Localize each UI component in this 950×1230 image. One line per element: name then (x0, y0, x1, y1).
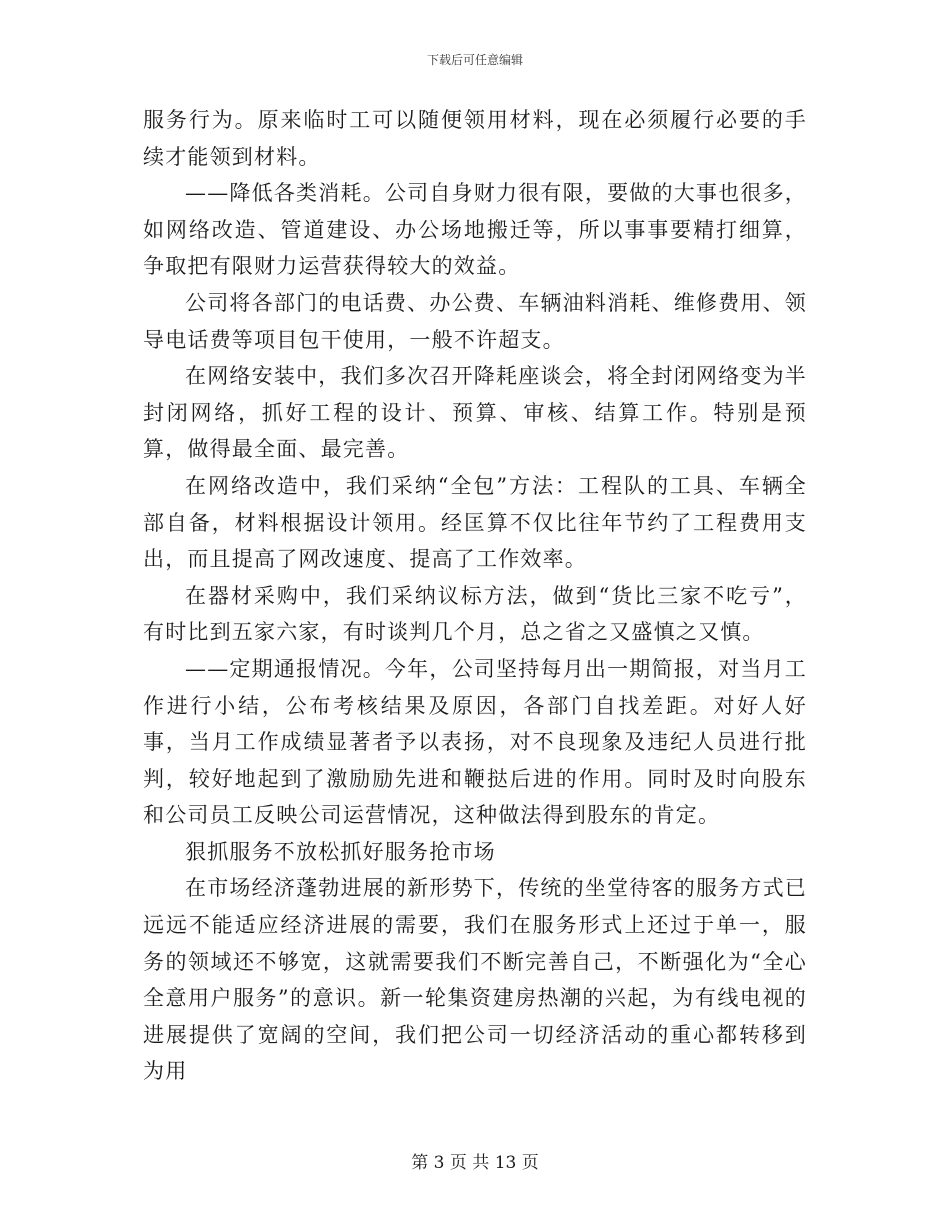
page-header: 下载后可任意编辑 (426, 53, 523, 67)
paragraph-5: 在网络改造中，我们采纳“全包”方法：工程队的工具、车辆全部自备，材料根据设计领用。经匡算不仅比往年节约了工程费用支出，而且提高了网改速度、提高了工作效率。 (143, 473, 807, 572)
document-body (143, 102, 807, 1090)
section-heading: 狠抓服务不放松抓好服务抢市场 (185, 839, 496, 864)
paragraph-1: 服务行为。原来临时工可以随便领用材料，现在必须履行必要的手续才能领到材料。 (143, 108, 807, 169)
paragraph-2: ——降低各类消耗。公司自身财力很有限，要做的大事也很多，如网络改造、管道建设、办公场地搬迁等，所以事事要精打细算，争取把有限财力运营获得较大的效益。 (143, 181, 807, 279)
paragraph-7: ——定期通报情况。今年，公司坚持每月出一期简报，对当月工作进行小结，公布考核结果及原因，各部门自找差距。对好人好事，当月工作成绩显著者予以表扬，对不良现象及违纪人员进行批判，较好地起到了激励励先进和鞭挞后进的作用。同时及时向股东和公司员工反映公司运营情况，这种做法得到股东的肯定。 (143, 656, 807, 828)
paragraph-6: 在器材采购中，我们采纳议标方法，做到“货比三家不吃亏”，有时比到五家六家，有时谈判几个月，总之省之又盛慎之又慎。 (143, 583, 807, 645)
paragraph-4: 在网络安装中，我们多次召开降耗座谈会，将全封闭网络变为半封闭网络，抓好工程的设计、预算、审核、结算工作。特别是预算，做得最全面、最完善。 (143, 364, 807, 462)
page-number: 第 3 页 共 13 页 (411, 1153, 539, 1173)
paragraph-3: 公司将各部门的电话费、办公费、车辆油料消耗、维修费用、领导电话费等项目包干使用，一般不许超支。 (143, 290, 807, 352)
paragraph-9: 在市场经济蓬勃进展的新形势下，传统的坐堂待客的服务方式已远远不能适应经济进展的需要，我们在服务形式上还过于单一，服务的领域还不够宽，这就需要我们不断完善自己，不断强化为“全心全意用户服务”的意识。新一轮集资建房热潮的兴起，为有线电视的进展提供了宽阔的空间，我们把公司一切经济活动的重心都转移到为用 (143, 876, 807, 1084)
